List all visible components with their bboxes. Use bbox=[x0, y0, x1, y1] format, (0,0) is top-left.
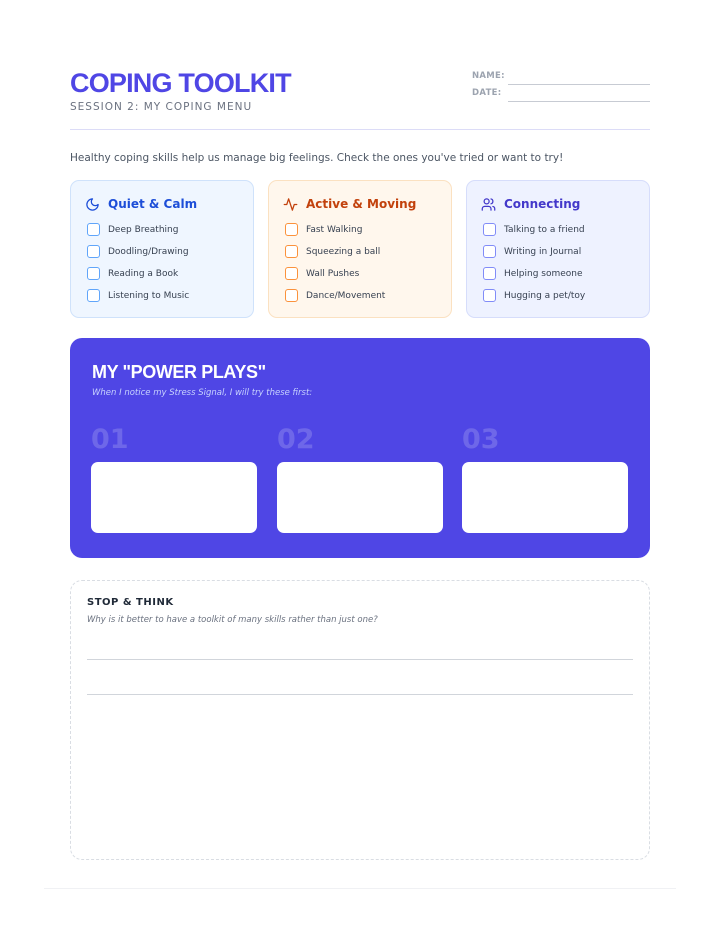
category-header bbox=[283, 196, 416, 212]
power-play-slot bbox=[91, 422, 257, 533]
name-label: NAME: bbox=[472, 71, 505, 81]
checklist-item[interactable] bbox=[483, 267, 585, 280]
power-play-input[interactable] bbox=[91, 462, 257, 533]
category-connecting bbox=[466, 180, 650, 318]
checkbox[interactable] bbox=[285, 245, 298, 258]
power-play-input[interactable] bbox=[277, 462, 443, 533]
checkbox[interactable] bbox=[285, 223, 298, 236]
stop-think-question: Why is it better to have a toolkit of many skills rather than just one? bbox=[87, 615, 378, 625]
moon-icon bbox=[85, 197, 100, 212]
checklist-label: Dance/Movement bbox=[306, 290, 386, 301]
checklist-item[interactable] bbox=[87, 289, 189, 302]
checklist-item[interactable] bbox=[285, 245, 385, 258]
checkbox[interactable] bbox=[87, 267, 100, 280]
power-play-slot bbox=[277, 422, 443, 533]
checklist-label: Reading a Book bbox=[108, 268, 179, 279]
checkbox[interactable] bbox=[87, 223, 100, 236]
checkbox[interactable] bbox=[483, 223, 496, 236]
writing-line[interactable] bbox=[87, 659, 633, 660]
slot-number: 03 bbox=[462, 424, 500, 455]
checklist-item[interactable] bbox=[285, 223, 385, 236]
page-header bbox=[70, 68, 650, 130]
checklist-label: Squeezing a ball bbox=[306, 246, 381, 257]
checklist-item[interactable] bbox=[87, 267, 189, 280]
date-line[interactable] bbox=[508, 101, 650, 102]
checkbox[interactable] bbox=[87, 245, 100, 258]
intro-text: Healthy coping skills help us manage big feelings. Check the ones you've tried or want to try! bbox=[70, 152, 564, 164]
writing-line[interactable] bbox=[87, 694, 633, 695]
name-line[interactable] bbox=[508, 84, 650, 85]
pulse-icon bbox=[283, 197, 298, 212]
checklist-item[interactable] bbox=[87, 223, 189, 236]
people-icon bbox=[481, 197, 496, 212]
checkbox[interactable] bbox=[285, 289, 298, 302]
category-quiet-calm bbox=[70, 180, 254, 318]
slot-number: 02 bbox=[277, 424, 315, 455]
checkbox[interactable] bbox=[483, 289, 496, 302]
checklist-label: Listening to Music bbox=[108, 290, 190, 301]
power-plays-subtitle: When I notice my Stress Signal, I will try these first: bbox=[92, 388, 313, 398]
stop-think-title: STOP & THINK bbox=[87, 597, 174, 608]
footer-divider bbox=[44, 888, 676, 889]
checklist-label: Fast Walking bbox=[306, 224, 363, 235]
checklist-label: Writing in Journal bbox=[504, 246, 582, 257]
checklist-item[interactable] bbox=[483, 245, 585, 258]
category-active-moving bbox=[268, 180, 452, 318]
checklist-label: Hugging a pet/toy bbox=[504, 290, 586, 301]
date-field[interactable] bbox=[472, 88, 650, 102]
category-title: Connecting bbox=[504, 197, 581, 211]
slot-number: 01 bbox=[91, 424, 129, 455]
checklist-label: Helping someone bbox=[504, 268, 583, 279]
checklist-label: Talking to a friend bbox=[504, 224, 585, 235]
checkbox[interactable] bbox=[87, 289, 100, 302]
checklist-item[interactable] bbox=[285, 289, 385, 302]
checklist-item[interactable] bbox=[87, 245, 189, 258]
checkbox[interactable] bbox=[483, 245, 496, 258]
checklist-label: Wall Pushes bbox=[306, 268, 360, 279]
category-title: Active & Moving bbox=[306, 197, 417, 211]
stop-think-panel bbox=[70, 580, 650, 860]
checklist-label: Deep Breathing bbox=[108, 224, 179, 235]
category-header bbox=[481, 196, 580, 212]
checklist-item[interactable] bbox=[483, 289, 585, 302]
category-header bbox=[85, 196, 197, 212]
power-play-slot bbox=[462, 422, 628, 533]
name-field[interactable] bbox=[472, 71, 650, 85]
power-play-input[interactable] bbox=[462, 462, 628, 533]
power-plays-panel bbox=[70, 338, 650, 558]
checklist-item[interactable] bbox=[285, 267, 385, 280]
page-subtitle: SESSION 2: MY COPING MENU bbox=[70, 101, 253, 113]
page-title: COPING TOOLKIT bbox=[70, 68, 291, 98]
date-label: DATE: bbox=[472, 88, 502, 98]
category-title: Quiet & Calm bbox=[108, 197, 198, 211]
checklist-label: Doodling/Drawing bbox=[108, 246, 189, 257]
checklist-item[interactable] bbox=[483, 223, 585, 236]
power-plays-title: MY "POWER PLAYS" bbox=[92, 362, 266, 382]
checkbox[interactable] bbox=[483, 267, 496, 280]
checkbox[interactable] bbox=[285, 267, 298, 280]
